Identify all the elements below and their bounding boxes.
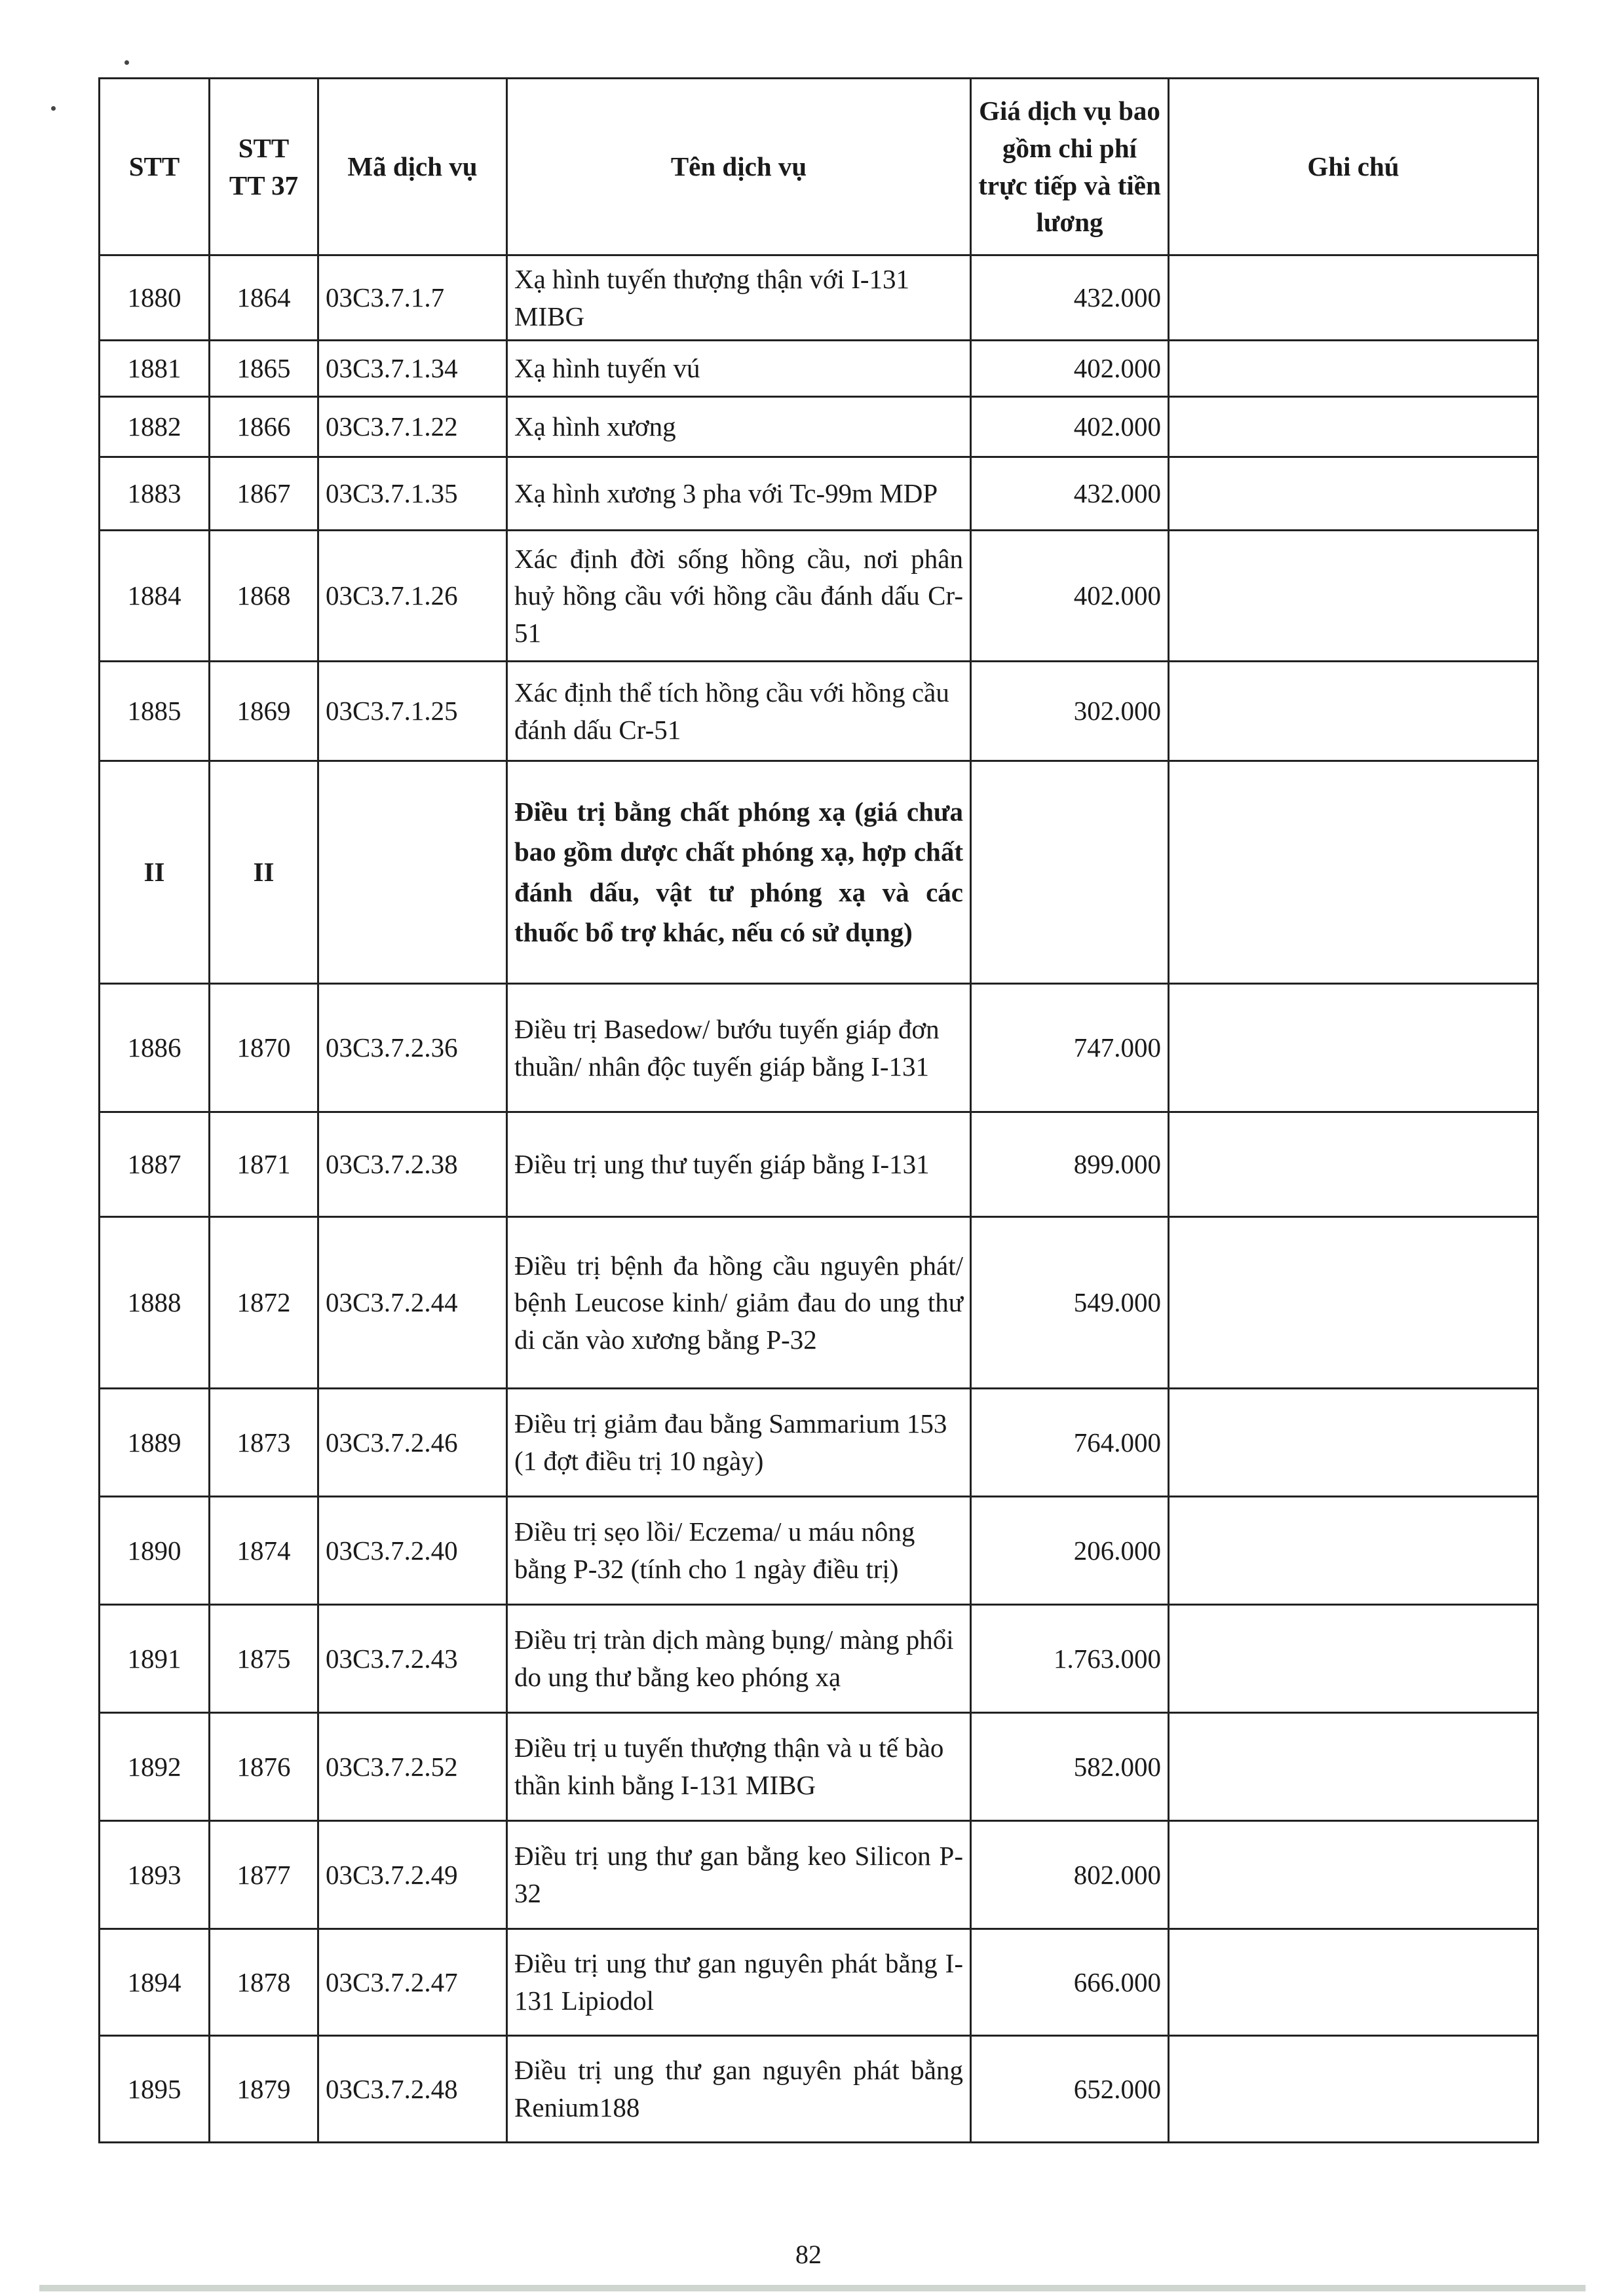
- cell-note: [1169, 341, 1538, 397]
- cell-note: [1169, 1112, 1538, 1217]
- page-number: 82: [795, 2240, 822, 2269]
- cell-service-code: 03C3.7.1.7: [318, 255, 507, 341]
- cell-stt: 1892: [100, 1713, 210, 1821]
- cell-service-name: Điều trị ung thư tuyến giáp bằng I-131: [507, 1112, 971, 1217]
- cell-stt-tt37: 1866: [210, 397, 318, 457]
- cell-stt-tt37: 1871: [210, 1112, 318, 1217]
- header-service-name: Tên dịch vụ: [507, 79, 971, 255]
- cell-price: 899.000: [971, 1112, 1169, 1217]
- cell-note: [1169, 1389, 1538, 1497]
- table-row: [100, 1929, 1538, 2036]
- table-row: [100, 984, 1538, 1112]
- cell-service-code: 03C3.7.2.46: [318, 1389, 507, 1497]
- cell-note: [1169, 1929, 1538, 2036]
- cell-stt-tt37: 1873: [210, 1389, 318, 1497]
- service-price-table: [98, 77, 1539, 2143]
- cell-stt: 1881: [100, 341, 210, 397]
- cell-note: [1169, 1217, 1538, 1389]
- table-row: [100, 1497, 1538, 1605]
- cell-service-name: Điều trị ung thư gan nguyên phát bằng Renium188: [507, 2036, 971, 2143]
- cell-price: 206.000: [971, 1497, 1169, 1605]
- cell-stt: 1886: [100, 984, 210, 1112]
- cell-price: 802.000: [971, 1821, 1169, 1929]
- cell-price: 302.000: [971, 662, 1169, 761]
- cell-service-code: 03C3.7.1.34: [318, 341, 507, 397]
- cell-price: 402.000: [971, 397, 1169, 457]
- cell-price: 666.000: [971, 1929, 1169, 2036]
- header-price: Giá dịch vụ bao gồm chi phí trực tiếp và tiền lương: [971, 79, 1169, 255]
- cell-stt-tt37: 1865: [210, 341, 318, 397]
- cell-service-code: 03C3.7.2.49: [318, 1821, 507, 1929]
- cell-stt-tt37: 1878: [210, 1929, 318, 2036]
- cell-price: 402.000: [971, 531, 1169, 662]
- cell-service-code: [318, 761, 507, 984]
- cell-stt-tt37: 1868: [210, 531, 318, 662]
- cell-service-name: Điều trị ung thư gan bằng keo Silicon P-32: [507, 1821, 971, 1929]
- cell-stt: 1880: [100, 255, 210, 341]
- cell-price: 432.000: [971, 255, 1169, 341]
- cell-service-name: Xác định thể tích hồng cầu với hồng cầu đánh dấu Cr-51: [507, 662, 971, 761]
- scan-speck: [51, 106, 56, 111]
- cell-price: 582.000: [971, 1713, 1169, 1821]
- table-row: [100, 1217, 1538, 1389]
- cell-stt: 1883: [100, 457, 210, 531]
- table-row: [100, 397, 1538, 457]
- table-row: [100, 1605, 1538, 1713]
- header-stt-tt37: STT TT 37: [210, 79, 318, 255]
- cell-stt: 1882: [100, 397, 210, 457]
- cell-section-number-tt37: II: [210, 761, 318, 984]
- cell-note: [1169, 984, 1538, 1112]
- cell-service-code: 03C3.7.2.40: [318, 1497, 507, 1605]
- cell-service-name: Điều trị Basedow/ bướu tuyến giáp đơn thuần/ nhân độc tuyến giáp bằng I-131: [507, 984, 971, 1112]
- cell-stt-tt37: 1872: [210, 1217, 318, 1389]
- cell-stt: 1888: [100, 1217, 210, 1389]
- table-header-row: [100, 79, 1538, 255]
- cell-stt: 1894: [100, 1929, 210, 2036]
- cell-service-code: 03C3.7.2.44: [318, 1217, 507, 1389]
- cell-stt-tt37: 1877: [210, 1821, 318, 1929]
- table-row: [100, 1389, 1538, 1497]
- table-row: [100, 1821, 1538, 1929]
- cell-stt-tt37: 1864: [210, 255, 318, 341]
- cell-service-code: 03C3.7.1.25: [318, 662, 507, 761]
- cell-note: [1169, 457, 1538, 531]
- cell-service-name: Điều trị ung thư gan nguyên phát bằng I-131 Lipiodol: [507, 1929, 971, 2036]
- table-row: [100, 531, 1538, 662]
- cell-note: [1169, 1605, 1538, 1713]
- cell-stt: 1885: [100, 662, 210, 761]
- cell-stt: 1887: [100, 1112, 210, 1217]
- cell-note: [1169, 1821, 1538, 1929]
- cell-note: [1169, 662, 1538, 761]
- cell-service-code: 03C3.7.2.43: [318, 1605, 507, 1713]
- cell-section-number: II: [100, 761, 210, 984]
- cell-service-name: Điều trị bệnh đa hồng cầu nguyên phát/ bệnh Leucose kinh/ giảm đau do ung thư di căn vào xương bằng P-32: [507, 1217, 971, 1389]
- cell-service-name: Xạ hình xương 3 pha với Tc-99m MDP: [507, 457, 971, 531]
- cell-stt-tt37: 1869: [210, 662, 318, 761]
- cell-price: 402.000: [971, 341, 1169, 397]
- cell-service-name: Điều trị sẹo lồi/ Eczema/ u máu nông bằng P-32 (tính cho 1 ngày điều trị): [507, 1497, 971, 1605]
- cell-price: 432.000: [971, 457, 1169, 531]
- table-row: [100, 662, 1538, 761]
- header-service-code: Mã dịch vụ: [318, 79, 507, 255]
- scan-edge-strip: [39, 2285, 1586, 2291]
- cell-stt: 1895: [100, 2036, 210, 2143]
- scan-speck: [124, 60, 129, 65]
- cell-service-code: 03C3.7.1.35: [318, 457, 507, 531]
- cell-service-name: Xạ hình xương: [507, 397, 971, 457]
- cell-price: [971, 761, 1169, 984]
- cell-service-name: Điều trị tràn dịch màng bụng/ màng phổi do ung thư bằng keo phóng xạ: [507, 1605, 971, 1713]
- cell-stt-tt37: 1867: [210, 457, 318, 531]
- cell-stt: 1891: [100, 1605, 210, 1713]
- cell-price: 1.763.000: [971, 1605, 1169, 1713]
- cell-service-code: 03C3.7.2.48: [318, 2036, 507, 2143]
- cell-note: [1169, 397, 1538, 457]
- table-row: [100, 457, 1538, 531]
- cell-price: 652.000: [971, 2036, 1169, 2143]
- header-note: Ghi chú: [1169, 79, 1538, 255]
- cell-note: [1169, 531, 1538, 662]
- cell-service-name: Điều trị u tuyến thượng thận và u tế bào thần kinh bằng I-131 MIBG: [507, 1713, 971, 1821]
- cell-stt-tt37: 1879: [210, 2036, 318, 2143]
- table-row: [100, 1713, 1538, 1821]
- cell-service-code: 03C3.7.1.22: [318, 397, 507, 457]
- cell-stt-tt37: 1875: [210, 1605, 318, 1713]
- cell-price: 549.000: [971, 1217, 1169, 1389]
- cell-note: [1169, 1713, 1538, 1821]
- cell-service-name: Xạ hình tuyến thượng thận với I-131 MIBG: [507, 255, 971, 341]
- table-row: [100, 2036, 1538, 2143]
- cell-stt: 1884: [100, 531, 210, 662]
- cell-service-code: 03C3.7.1.26: [318, 531, 507, 662]
- cell-section-title: Điều trị bằng chất phóng xạ (giá chưa bao gồm dược chất phóng xạ, hợp chất đánh dấu, vật tư phóng xạ và các thuốc bổ trợ khác, nếu có sử dụng): [507, 761, 971, 984]
- cell-service-code: 03C3.7.2.36: [318, 984, 507, 1112]
- cell-stt-tt37: 1870: [210, 984, 318, 1112]
- cell-service-name: Xác định đời sống hồng cầu, nơi phân huỷ hồng cầu với hồng cầu đánh dấu Cr-51: [507, 531, 971, 662]
- cell-service-code: 03C3.7.2.38: [318, 1112, 507, 1217]
- cell-price: 764.000: [971, 1389, 1169, 1497]
- table-row: [100, 1112, 1538, 1217]
- table-row: [100, 255, 1538, 341]
- cell-service-code: 03C3.7.2.47: [318, 1929, 507, 2036]
- cell-note: [1169, 1497, 1538, 1605]
- cell-note: [1169, 761, 1538, 984]
- cell-stt-tt37: 1874: [210, 1497, 318, 1605]
- section-row: [100, 761, 1538, 984]
- cell-service-name: Xạ hình tuyến vú: [507, 341, 971, 397]
- cell-note: [1169, 2036, 1538, 2143]
- cell-service-code: 03C3.7.2.52: [318, 1713, 507, 1821]
- cell-stt: 1893: [100, 1821, 210, 1929]
- cell-stt: 1889: [100, 1389, 210, 1497]
- cell-note: [1169, 255, 1538, 341]
- cell-price: 747.000: [971, 984, 1169, 1112]
- header-stt: STT: [100, 79, 210, 255]
- cell-service-name: Điều trị giảm đau bằng Sammarium 153 (1 đợt điều trị 10 ngày): [507, 1389, 971, 1497]
- table-row: [100, 341, 1538, 397]
- cell-stt-tt37: 1876: [210, 1713, 318, 1821]
- cell-stt: 1890: [100, 1497, 210, 1605]
